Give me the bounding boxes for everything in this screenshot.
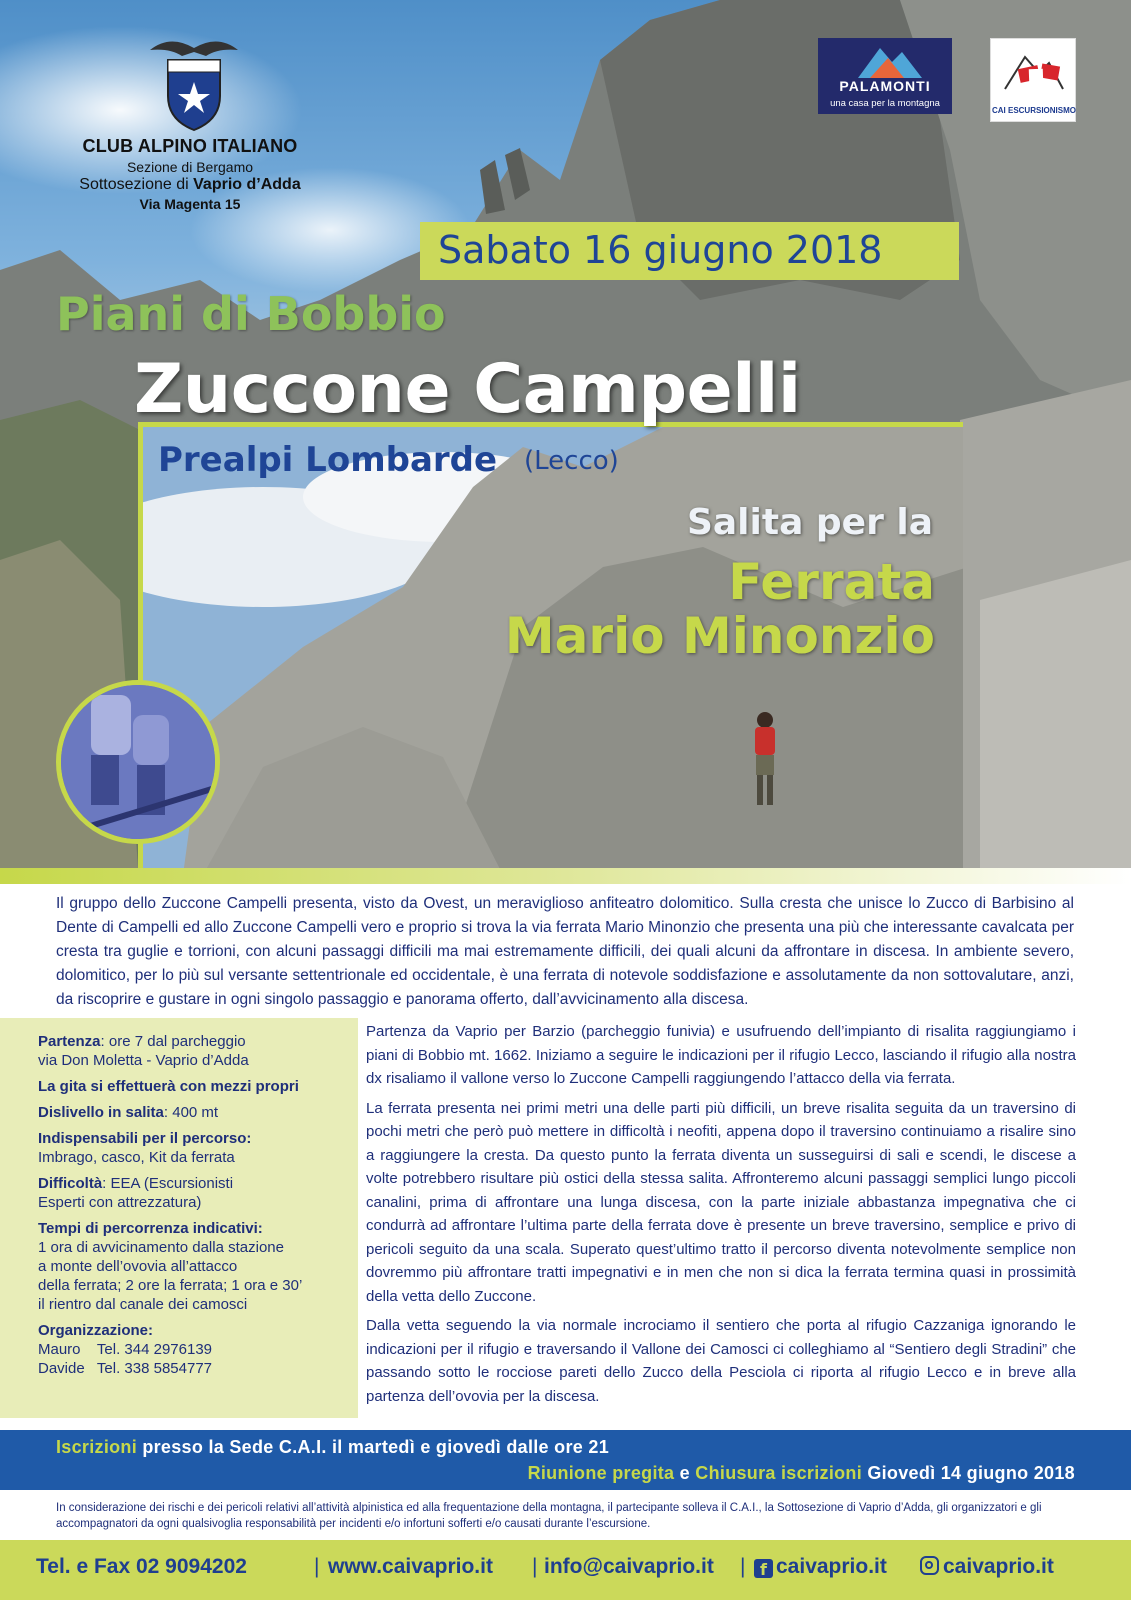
- club-info: [40, 136, 340, 212]
- organization-info: Organizzazione: Mauro Tel. 344 2976139 Davide Tel. 338 5854777: [38, 1322, 213, 1377]
- event-place: Piani di Bobbio: [56, 287, 446, 341]
- disclaimer: In considerazione dei rischi e dei pericoli relativi all’attività alpinistica ed alla frequentazione della montagna, il partecipante solleva il C.A.I., la Sottosezione di Vaprio d’Adda, gli organizzatori e gli accompagnatori da ogni qualsivoglia responsabilità per incidenti e/o infortuni sofferti e/o causati durante l’escursione.: [56, 1502, 1042, 1530]
- climb-intro: Salita per la: [686, 502, 933, 543]
- footer-separator: |: [740, 1555, 746, 1578]
- event-date: Sabato 16 giugno 2018: [438, 228, 883, 272]
- instagram-link[interactable]: caivaprio.it: [920, 1555, 1054, 1579]
- info-sidebar: [0, 1018, 358, 1418]
- facebook-link[interactable]: f caivaprio.it: [754, 1555, 887, 1579]
- event-peak: Zuccone Campelli: [134, 350, 801, 429]
- club-name: CLUB ALPINO ITALIANO: [82, 136, 298, 156]
- registration-bar: [0, 1430, 1131, 1490]
- departure-info: Partenza: ore 7 dal parcheggio via Don Moletta - Vaprio d’Adda: [38, 1033, 249, 1069]
- instagram-icon: [920, 1556, 939, 1575]
- event-region-note: (Lecco): [524, 446, 619, 476]
- date-banner: [420, 222, 959, 280]
- website-link[interactable]: www.caivaprio.it: [328, 1555, 493, 1578]
- route-description: [366, 1020, 1076, 1414]
- accent-strip: [0, 868, 1131, 884]
- ferrata-detail-photo: [56, 680, 220, 844]
- facebook-icon: f: [754, 1559, 773, 1578]
- club-address: Via Magenta 15: [139, 196, 241, 212]
- intro-paragraph: Il gruppo dello Zuccone Campelli presenta, visto da Ovest, un meraviglioso anfiteatro dolomitico. Sulla cresta che unisce lo Zucco di Barbisino al Dente di Campelli ed allo Zuccone Campelli vero e proprio si trova la via ferrata Mario Minonzio che presenta una più che interessante cavalcata per cresta tra guglie e torrioni, con alcuni passaggi difficili ma mai estremamente difficili, dei quali alcuni da affrontare in discesa. In ambiente severo, dolomitico, per lo più sul versante settentrionale ed occidentale, è una ferrata di notevole soddisfazione e assolutamente da non sottovalutare, anzi, da riscoprire e gustare in ogni singolo passaggio e panorama offerto, dall’avvicinamento alla discesa.: [56, 895, 1074, 1008]
- transport-info: La gita si effettuerà con mezzi propri: [38, 1078, 299, 1095]
- contact-footer: [0, 1540, 1131, 1600]
- email-link[interactable]: info@caivaprio.it: [544, 1555, 714, 1578]
- club-subsection: Sottosezione di Vaprio d’Adda: [79, 176, 301, 193]
- footer-separator: |: [314, 1555, 320, 1578]
- times-info: Tempi di percorrenza indicativi: 1 ora di avvicinamento dalla stazione a monte dell’ovovia all’attacco della ferrata; 2 ore la ferrata; 1 ora e 30’ il rientro dal canale dei camosci: [38, 1220, 303, 1313]
- route-paragraph-1: Partenza da Vaprio per Barzio (parcheggio funivia) e usufruendo dell’impianto di risalita raggiungiamo i piani di Bobbio mt. 1662. Iniziamo a seguire le indicazioni per il rifugio Lecco, lasciando il rifugio alla nostra dx risaliamo il vallone verso lo Zuccone Campelli raggiungendo l’attacco della via ferrata.: [366, 1023, 1076, 1087]
- cai-escursionismo-logo: CAI ESCURSIONISMO: [990, 38, 1076, 122]
- registration-line-1: Iscrizioni presso la Sede C.A.I. il martedì e giovedì dalle ore 21: [56, 1437, 609, 1457]
- elevation-info: Dislivello in salita: 400 mt: [38, 1104, 219, 1121]
- registration-line-2: Riunione pregita e Chiusura iscrizioni Giovedì 14 giugno 2018: [527, 1463, 1075, 1483]
- equipment-info: Indispensabili per il percorso: Imbrago, casco, Kit da ferrata: [38, 1130, 252, 1166]
- route-paragraph-3: Dalla vetta seguendo la via normale incrociamo il sentiero che porta al rifugio Cazzaniga ignorando le indicazioni per il rifugio e traversando il Vallone dei Camosci ci colleghiamo al “Sentiero degli Stradini” che passando sotto le rocciose pareti dello Zucco della Pesciola ci riporta al rifugio Lecco e in breve alla partenza dell’ovovia per la discesa.: [366, 1317, 1076, 1405]
- route-paragraph-2: La ferrata presenta nei primi metri una delle parti più difficili, un breve risalita seguita da un traversino di pochi metri che però può mettere in difficoltà i neofiti, appena dopo il traversino continuiamo a risalire sino a raggiungere la cresta. Da questo punto la ferrata diventa un susseguirsi di sali e scendi, le discese a volte potrebbero risultare più ostici della stessa salita. Affronteremo alcuni passaggi semplici lungo piccoli canalini, prima di affrontare una lunga discesa, con la parte iniziale abbastanza impegnativa che ci condurrà ad affrontare l’ultima parte della ferrata dove è presente un breve traversino, semplice e privo di pericoli seguito da una scala. Superato quest’ultimo tratto il percorso diventa notevolmente semplice non dovremmo più affrontare tratti impegnativi e in men che non si dica la ferrata termina quasi in prossimità della vetta dello Zuccone.: [366, 1099, 1076, 1305]
- footer-separator: |: [532, 1555, 538, 1578]
- palamonti-logo: PALAMONTI una casa per la montagna: [818, 38, 952, 114]
- cai-logo: [148, 34, 240, 134]
- difficulty-info: Difficoltà: EEA (Escursionisti Esperti con attrezzatura): [38, 1175, 234, 1211]
- phone-fax: Tel. e Fax 02 9094202: [36, 1555, 247, 1578]
- club-section: Sezione di Bergamo: [126, 159, 254, 175]
- event-region: Prealpi Lombarde: [158, 440, 498, 480]
- route-name: Ferrata Mario Minonzio: [504, 553, 935, 665]
